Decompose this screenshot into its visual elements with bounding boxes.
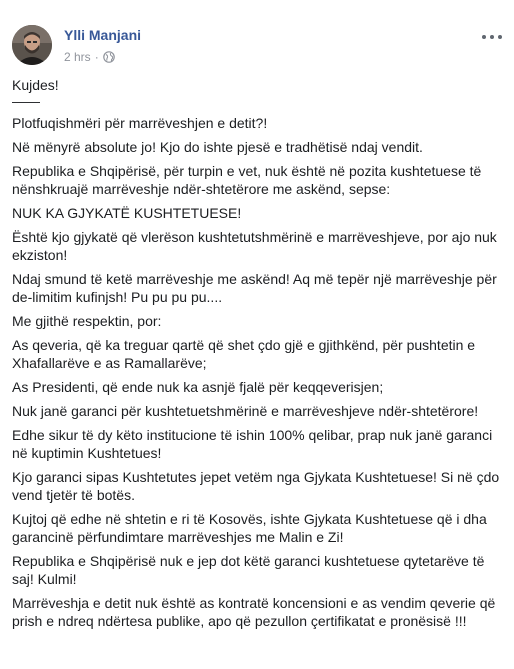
post-timestamp[interactable]: 2 hrs (64, 50, 91, 64)
post-paragraph: As qeveria, që ka treguar qartë që shet çdo gjë e gjithkënd, për pushtetin e Xhafallarëve e as Ramallarëve; (12, 337, 476, 371)
globe-icon[interactable] (103, 51, 115, 63)
post-paragraph: Me gjithë respektin, por: (12, 313, 162, 329)
post-meta (64, 50, 115, 64)
post-paragraph: Plotfuqishmëri për marrëveshjen e detit?! (12, 115, 268, 131)
post-paragraph: Republika e Shqipërisë, për turpin e vet, nuk është në pozita kushtetuese të nënshkruajë marrëveshje ndër-shtetërore me askënd, sepse: (12, 163, 482, 197)
post-paragraph: Kujtoj që edhe në shtetin e ri të Kosovës, ishte Gjykata Kushtetuese që i dha garancinë përfundimtare marrëveshjes me Malin e Zi! (12, 511, 487, 545)
more-options-icon[interactable] (482, 31, 502, 43)
post-paragraph: Kjo garanci sipas Kushtetutes jepet vetëm nga Gjykata Kushtetuese! Si në çdo vend tjetër të botës. (12, 469, 500, 503)
avatar[interactable] (12, 25, 52, 65)
post-separator-line: —— (12, 93, 40, 109)
post-paragraph: As Presidenti, që ende nuk ka asnjë fjalë për keqqeverisjen; (12, 379, 384, 395)
post-paragraph: Nuk janë garanci për kushtetuetshmërinë e marrëveshjeve ndër-shtetërore! (12, 403, 479, 419)
post-body (12, 76, 508, 636)
author-name[interactable]: Ylli Manjani (64, 27, 142, 43)
post-paragraph: Kujdes! (12, 77, 59, 93)
post-paragraph: Ndaj smund të ketë marrëveshje me askënd! Aq më tepër një marrëveshje për de-limitim kufinjsh! Pu pu pu pu.... (12, 271, 497, 305)
meta-separator: · (94, 50, 99, 64)
avatar-photo-icon (12, 25, 52, 65)
post-paragraph: Është kjo gjykatë që vlerëson kushtetutshmërinë e marrëveshjeve, por ajo nuk ekziston! (12, 229, 497, 263)
post-paragraph: Edhe sikur të dy këto institucione të ishin 100% qelibar, prap nuk janë garanci në kuptimin Kushtetues! (12, 427, 493, 461)
post-paragraph: Në mënyrë absolute jo! Kjo do ishte pjesë e tradhëtisë ndaj vendit. (12, 139, 423, 155)
post-paragraph: Marrëveshja e detit nuk është as kontratë koncensioni e as vendim qeverie që prish e ndreq ndërtesa publike, apo që pezullon çertifikatat e pronësisë !!! (12, 595, 496, 629)
post-paragraph: Republika e Shqipërisë nuk e jep dot këtë garanci kushtetuese qytetarëve të saj! Kulmi! (12, 553, 485, 587)
post-header (12, 25, 502, 69)
post-paragraph: NUK KA GJYKATË KUSHTETUESE! (12, 205, 242, 221)
